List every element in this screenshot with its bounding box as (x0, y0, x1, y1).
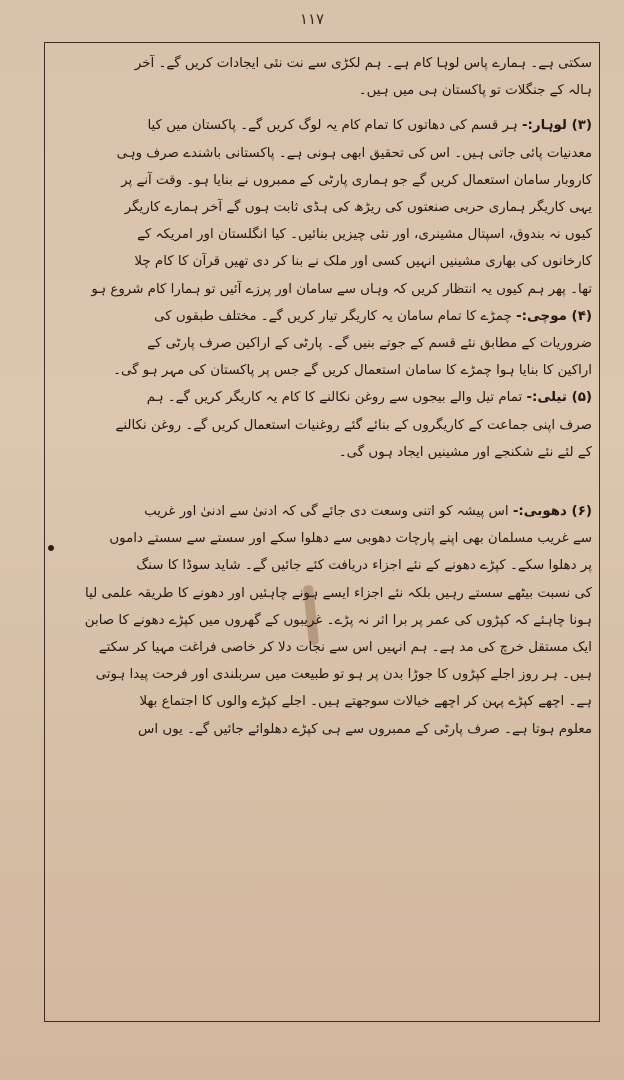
document-body (52, 50, 592, 743)
page-number: ۱۱۷ (299, 10, 325, 28)
text-line: کے لئے نئے شکنجے اور مشینیں ایجاد ہوں گی۔ (338, 444, 592, 460)
text-line: معلوم ہوتا ہے۔ صرف پارٹی کے ممبروں سے ہی کپڑے دھلوائے جائیں گے۔ یوں اس (138, 721, 592, 737)
text-line: کیوں نہ بندوق، اسپتال مشینری، اور نئی چیزیں بنائیں۔ کیا انگلستان اور امریکہ کے (137, 227, 592, 243)
section-heading: (۴) موچی:- (516, 308, 592, 324)
text-line: چمڑے کا تمام سامان یہ کاریگر تیار کریں گے۔ مختلف طبقوں کی (154, 308, 512, 324)
text-line: ایک مستقل خرچ کی مد ہے۔ ہم انہیں اس سے نجات دلا کر خاصی فراغت مہیا کر سکتے (98, 640, 592, 656)
section-heading: (۳) لوہار:- (521, 118, 592, 134)
section-heading: (۶) دھوبی:- (512, 504, 592, 520)
text-line: سکتی ہے۔ ہمارے پاس لوہا کام ہے۔ ہم لکڑی سے نت نئی ایجادات کریں گے۔ آخر (134, 56, 592, 71)
section-cobbler (52, 303, 592, 385)
text-line: ہالہ کے جنگلات تو پاکستان ہی میں ہیں۔ (358, 83, 592, 99)
text-line: اس پیشہ کو اتنی وسعت دی جائے گی کہ ادنیٰ سے ادنیٰ اور غریب (144, 504, 509, 520)
section-heading: (۵) تیلی:- (526, 390, 592, 406)
text-line: کی نسبت بیٹھے سستے رہیں بلکہ نئے اجزاء ایسے ہونے چاہئیں اور دھونے کا طریقہ علمی لیا (85, 585, 592, 601)
text-line: معدنیات پائی جاتی ہیں۔ اس کی تحقیق ابھی ہونی ہے۔ پاکستانی باشندے صرف وہی (116, 145, 592, 161)
intro-paragraph (52, 50, 592, 104)
text-line: تھا۔ پھر ہم کیوں یہ انتظار کریں کہ وہاں سے سامان اور پرزے آئیں تو ہمارا کام شروع ہو (91, 281, 592, 297)
text-line: ضروریات کے مطابق نئے قسم کے جوتے بنیں گے۔ پارٹی کے اراکین صرف پارٹی کے (147, 336, 592, 352)
text-line: کارخانوں کی بھاری مشینیں انہیں کسی اور ملک نے بنا کر دی تھیں قرآن کا کام چلا (134, 254, 592, 270)
text-line: ہر قسم کی دھاتوں کا تمام کام یہ لوگ کریں گے۔ پاکستان میں کیا (147, 118, 518, 134)
section-blacksmith (52, 112, 592, 302)
text-line: صرف اپنی جماعت کے کاریگروں کے بنائے گئے روغنیات استعمال کریں گے۔ روغن نکالنے (115, 417, 592, 433)
text-line: تمام تیل والے بیجوں سے روغن نکالنے کا کام یہ کاریگر کریں گے۔ ہم (146, 390, 523, 406)
section-washerman (52, 498, 592, 743)
text-line: اراکین کا بنایا ہوا چمڑے کا سامان استعمال کریں گے جس پر پاکستان کی مہر ہو گی۔ (113, 363, 592, 379)
text-line: ہونا چاہئے کہ کپڑوں کی عمر پر برا اثر نہ پڑے۔ غریبوں کے گھروں میں کپڑے دھونے کا صابن (84, 612, 592, 628)
section-oilman (52, 384, 592, 466)
text-line: کاروبار سامان استعمال کریں گے جو ہماری پارٹی کے ممبروں نے بنایا ہو۔ وقت آنے پر (121, 172, 592, 188)
text-line: ہیں۔ ہر روز اجلے کپڑوں کا جوڑا بدن پر ہو تو طبیعت میں سربلندی اور فرحت پیدا ہوتی (95, 667, 592, 683)
text-line: پر دھلوا سکے۔ کپڑے دھونے کے نئے اجزاء دریافت کئے جائیں گے۔ شاید سوڈا کا سنگ (136, 558, 592, 574)
text-line: ہے۔ اچھے کپڑے پہن کر اچھے خیالات سوجھتے ہیں۔ اجلے کپڑے والوں کا اجتماع بھلا (139, 694, 592, 710)
text-line: سے غریب مسلمان بھی اپنے پارچات دھوبی سے دھلوا سکے اور سستے سے سستے داموں (109, 531, 592, 547)
text-line: یہی کاریگر ہماری حربی صنعتوں کی ریڑھ کی ہڈی ثابت ہوں گے آخر ہمارے کاریگر (124, 200, 592, 216)
